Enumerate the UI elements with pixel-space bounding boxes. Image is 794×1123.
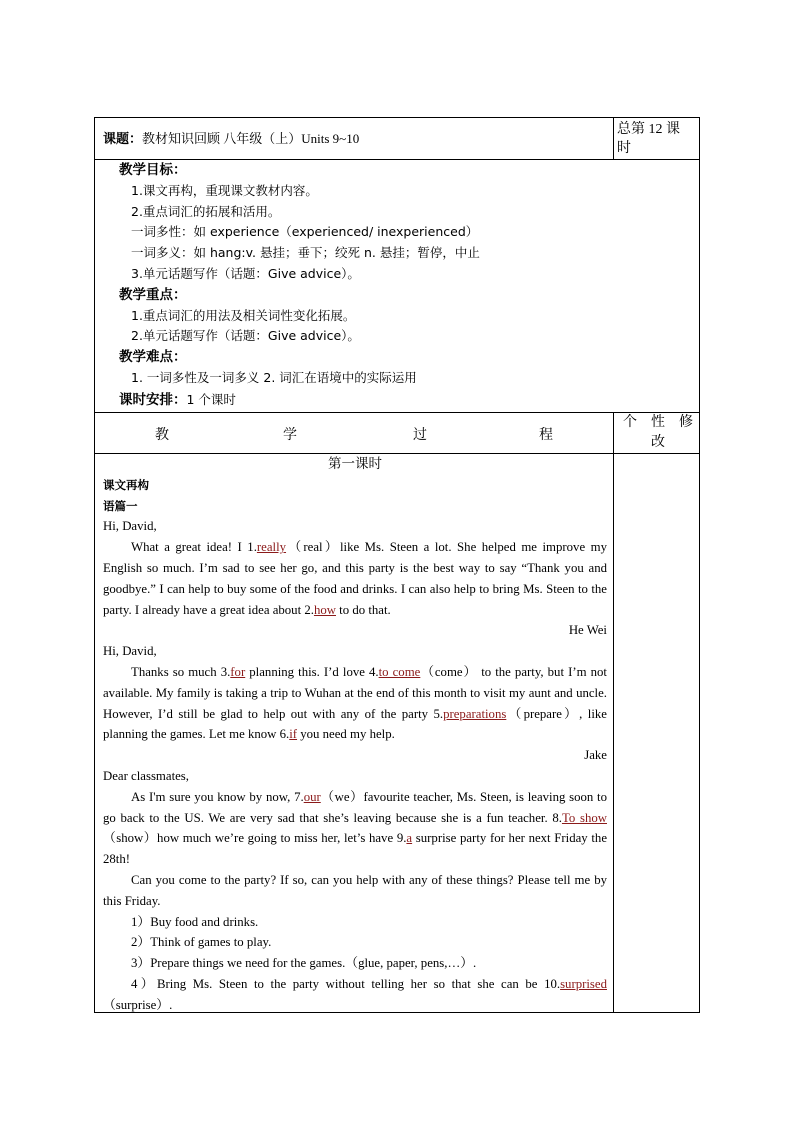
signature: He Wei xyxy=(568,623,607,638)
text-run: （show）how much we’re going to miss her, let’s have 9. xyxy=(103,831,407,846)
title-text: 教材知识回顾 八年级（上）Units 9~10 xyxy=(142,131,360,146)
divider xyxy=(613,412,614,1012)
key-item: 1.重点词汇的用法及相关词性变化拓展。 xyxy=(131,307,356,323)
answer-2: how xyxy=(313,602,336,617)
answer-9: a xyxy=(406,831,413,846)
revision-heading-char: 个 xyxy=(623,414,637,430)
text-run: （prepare）, like planning the games. Let me know 6. xyxy=(103,706,607,742)
title-label: 课题： xyxy=(103,132,143,147)
lesson-title xyxy=(103,126,359,153)
list-item: 2）Think of games to play. xyxy=(131,935,272,950)
passage-title: 语篇一 xyxy=(103,498,138,513)
objectives-section xyxy=(119,160,679,411)
key-heading: 教学重点： xyxy=(119,286,187,303)
list-item xyxy=(103,974,607,1016)
text-run: What a great idea! I 1. xyxy=(131,540,257,555)
goal-item: 1.课文再构，重现课文教材内容。 xyxy=(131,183,318,198)
lesson-number-line2: 时 xyxy=(617,141,631,156)
difficulty-item: 1. 一词多性及一词多义 2. 词汇在语境中的实际运用 xyxy=(131,369,417,385)
text-run: you need my help. xyxy=(297,727,395,742)
text-run: surprise party for her next Friday the 28th! xyxy=(103,831,607,867)
text-run: to do that. xyxy=(335,602,391,617)
divider xyxy=(95,412,699,413)
text-run: （come） to the party, but I’m not available. My family is taking a trip to Wuhan at the end of this month to visit my aunt and uncle. However, I’d still be glad to help out with any of the party 5. xyxy=(103,664,607,721)
text-run: 4）Bring Ms. Steen to the party without telling her so that she can be 10. xyxy=(131,976,561,991)
text-run: Thanks so much 3. xyxy=(131,664,231,679)
process-heading-char: 学 xyxy=(283,427,297,443)
goal-item: 3.单元话题写作（话题：Give advice）。 xyxy=(131,265,360,281)
text-run: planning this. I’d love 4. xyxy=(245,664,379,679)
revision-heading-char: 性 xyxy=(651,414,665,430)
goal-item: 2.重点词汇的拓展和活用。 xyxy=(131,203,281,219)
answer-4: to come xyxy=(378,664,421,679)
text-run: （we）favourite teacher, Ms. Steen, is leaving soon to go back to the US. We are very sad that she’s leaving because she is a fun teacher. 8. xyxy=(103,789,607,825)
process-heading-char: 程 xyxy=(539,427,553,443)
text-run: （surprise）. xyxy=(103,997,173,1012)
letter-greeting: Hi, David, xyxy=(103,519,157,534)
paragraph xyxy=(103,537,607,620)
lesson-content xyxy=(103,454,607,1016)
goal-heading: 教学目标： xyxy=(119,162,187,178)
process-heading-char: 教 xyxy=(155,427,169,443)
key-item: 2.单元话题写作（话题：Give advice）。 xyxy=(131,328,360,344)
answer-7: our xyxy=(303,789,321,804)
text-run: （real）like Ms. Steen a lot. She helped me improve my English so much. I’m sad to see her go, and this party is the best way to say “Thank you and goodbye.” I can help to buy some of the food and drinks. I can also help to bring Ms. Steen to the party. I already have a great idea about 2. xyxy=(103,540,607,617)
paragraph: Can you come to the party? If so, can you help with any of these things? Please tell me by this Friday. xyxy=(103,872,607,908)
goal-item: 一词多义：如 hang:v. 悬挂；垂下；绞死 n. 悬挂；暂停，中止 xyxy=(131,245,480,261)
answer-3: for xyxy=(230,664,246,679)
lesson-number xyxy=(617,120,697,158)
answer-1: really xyxy=(256,540,287,555)
answer-10: surprised xyxy=(560,976,607,991)
time-heading: 课时安排： xyxy=(119,391,187,408)
time-row xyxy=(119,389,679,411)
list-item: 1）Buy food and drinks. xyxy=(131,914,259,929)
difficulty-heading: 教学难点： xyxy=(119,348,187,365)
process-heading-char: 过 xyxy=(413,427,427,443)
letter-greeting: Dear classmates, xyxy=(103,768,189,783)
personal-revision-heading xyxy=(616,412,700,452)
text-run: As I'm sure you know by now, 7. xyxy=(131,789,304,804)
lesson-plan-table xyxy=(94,117,700,1013)
paragraph xyxy=(103,787,607,870)
paragraph xyxy=(103,662,607,745)
answer-8: To show xyxy=(561,810,607,825)
lesson-number-line1: 总第 12 课 xyxy=(617,122,680,137)
letter-greeting: Hi, David, xyxy=(103,644,157,659)
answer-5: preparations xyxy=(443,706,507,721)
revision-heading-char: 改 xyxy=(651,434,665,450)
signature: Jake xyxy=(584,748,607,763)
goal-item: 一词多性：如 experience（experienced/ inexperienced） xyxy=(131,224,479,240)
divider xyxy=(613,118,614,159)
list-item: 3）Prepare things we need for the games.（glue, paper, pens,…）. xyxy=(131,956,477,971)
period-title: 第一课时 xyxy=(328,456,382,472)
time-value: 1 个课时 xyxy=(186,391,236,407)
answer-6: if xyxy=(289,727,298,742)
section-title: 课文再构 xyxy=(103,477,149,492)
revision-heading-char: 修 xyxy=(679,414,693,430)
